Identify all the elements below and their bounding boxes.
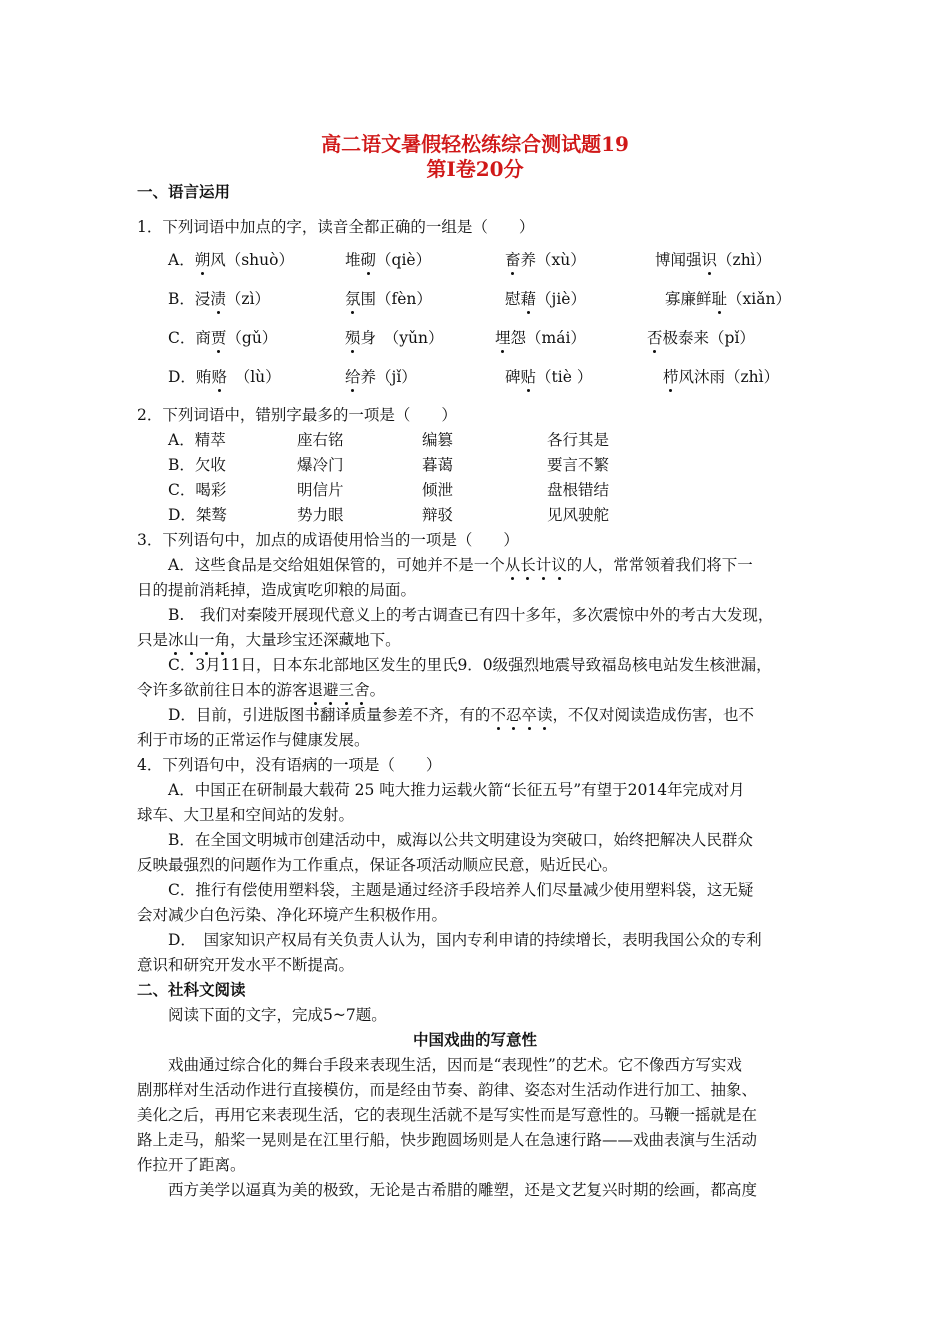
doc-title: 高二语文暑假轻松练综合测试题19	[321, 132, 629, 156]
option-c-text-post: 。	[369, 681, 386, 699]
question-2-option-word: B．欠收	[168, 456, 226, 474]
option-text-pre: D．贿	[168, 368, 212, 386]
question-1-option	[663, 365, 779, 387]
option-text-post: 养（jǐ）	[360, 368, 417, 386]
question-3-option-a	[168, 553, 753, 575]
question-4-line: 反映最强烈的问题作为工作重点，保证各项活动顺应民意，贴近民心。	[137, 856, 618, 874]
question-2-option-word: 爆冷门	[297, 456, 344, 474]
question-2-stem: 2．下列词语中，错别字最多的一项是（ ）	[137, 406, 457, 424]
question-2-option-word: 见风驶舵	[547, 506, 610, 524]
option-text-pre: 碑	[505, 368, 521, 386]
question-1-option	[505, 365, 592, 387]
option-text-post: （xiǎn）	[727, 290, 791, 308]
dotted-character: 退	[308, 678, 324, 700]
option-text-post: （zì）	[225, 290, 271, 308]
dotted-character: 耻	[712, 287, 728, 309]
question-3-option-b: B. 我们对秦陵开展现代意义上的考古调查已有四十多年，多次震惊中外的考古大发现，	[168, 606, 774, 624]
option-text-post: 风（shuò）	[210, 251, 294, 269]
question-4-stem: 4．下列语句中，没有语病的一项是（ ）	[137, 756, 442, 774]
question-1-option	[168, 287, 270, 309]
section-heading-2: 二、社科文阅读	[137, 980, 246, 999]
dotted-character: 藉	[521, 287, 537, 309]
option-b-text-post: ，大量珍宝还深藏地下。	[230, 631, 401, 649]
question-2-option-word: 倾泄	[422, 481, 454, 499]
question-3-option-a-cont: 日的提前消耗掉，造成寅吃卯粮的局面。	[137, 581, 417, 599]
question-2-option-word: 各行其是	[547, 431, 610, 449]
dotted-character: 冰	[168, 628, 184, 650]
question-3-option-c: C．3月11日，日本东北部地区发生的里氏9．0级强烈地震导致福岛核电站发生核泄漏，	[168, 656, 772, 674]
option-text-post: 极泰来（pǐ）	[662, 329, 755, 347]
dotted-character: 渍	[210, 287, 226, 309]
question-4-line: D． 国家知识产权局有关负责人认为，国内专利申请的持续增长，表明我国公众的专利	[168, 931, 762, 949]
dotted-character: 长	[520, 553, 536, 575]
question-1-option	[665, 287, 791, 309]
question-1-option	[168, 248, 294, 270]
dotted-character: 贾	[211, 326, 227, 348]
dotted-character: 卒	[521, 703, 537, 725]
option-text-post: （jiè）	[536, 290, 586, 308]
dotted-character: 栉	[663, 365, 679, 387]
reading-intro: 阅读下面的文字，完成5~7题。	[168, 1006, 387, 1024]
question-3-stem: 3．下列语句中，加点的成语使用恰当的一项是（ ）	[137, 531, 519, 549]
paragraph-line: 作拉开了距离。	[137, 1156, 246, 1174]
question-1-option	[168, 326, 277, 348]
question-2-option-word: C．喝彩	[168, 481, 227, 499]
article-title: 中国戏曲的写意性	[412, 1030, 537, 1049]
question-3-option-b-cont	[137, 628, 401, 650]
question-2-option-word: D．桀骜	[168, 506, 227, 524]
option-text-pre: 寡廉鲜	[665, 290, 712, 308]
option-d-text-pre: D．目前，引进版图书翻译质量参差不齐，有的	[168, 706, 491, 724]
option-text-post: （tiè ）	[536, 368, 593, 386]
question-1-option	[505, 287, 586, 309]
dotted-character: 忍	[506, 703, 522, 725]
doc-subtitle: 第Ⅰ卷20分	[426, 157, 524, 181]
paragraph-line: 戏曲通过综合化的舞台手段来表现生活，因而是“表现性”的艺术。它不像西方写实戏	[168, 1056, 742, 1074]
question-2-option-word: A．精萃	[168, 431, 226, 449]
paragraph-line: 美化之后，再用它来表现生活，它的表现生活就不是写实性而是写意性的。马鞭一摇就是在	[137, 1106, 758, 1124]
dotted-character: 赂	[211, 365, 227, 387]
option-text-pre: 慰	[505, 290, 521, 308]
option-text-post: （zhì）	[717, 251, 772, 269]
dotted-character: 一	[199, 628, 215, 650]
dotted-character: 计	[536, 553, 552, 575]
question-4-line: C．推行有偿使用塑料袋，主题是通过经济手段培养人们尽量减少使用塑料袋，这无疑	[168, 881, 754, 899]
question-2-option-word: 编篡	[422, 431, 454, 449]
paragraph-line: 西方美学以逼真为美的极致，无论是古希腊的雕塑，还是文艺复兴时期的绘画，都高度	[168, 1181, 758, 1199]
option-a-text-post: 的人，常常领着我们将下一	[566, 556, 753, 574]
dotted-character: 读	[537, 703, 553, 725]
question-1-option	[345, 326, 444, 348]
option-a-text-pre: A．这些食品是交给姐姐保管的，可她并不是一个	[168, 556, 505, 574]
option-text-pre: C．商	[168, 329, 211, 347]
dotted-character: 贴	[521, 365, 537, 387]
dotted-character: 识	[702, 248, 718, 270]
question-1-stem: 1．下列词语中加点的字，读音全都正确的一组是（ ）	[137, 218, 535, 236]
question-4-line: 球车、大卫星和空间站的发射。	[137, 806, 355, 824]
question-4-line: B．在全国文明城市创建活动中，威海以公共文明建设为突破口，始终把解决人民群众	[168, 831, 753, 849]
question-4-line: A．中国正在研制最大载荷 25 吨大推力运载火箭“长征五号”有望于2014年完成对月	[168, 781, 745, 799]
question-3-option-c-cont	[137, 678, 385, 700]
question-1-option	[345, 287, 432, 309]
option-text-post: 怨（mái）	[510, 329, 586, 347]
section-heading-1: 一、语言运用	[137, 182, 231, 201]
dotted-character: 氛	[345, 287, 361, 309]
question-4-line: 意识和研究开发水平不断提高。	[137, 956, 355, 974]
question-3-option-d	[168, 703, 754, 725]
question-2-option-word: 盘根错结	[547, 481, 610, 499]
question-2-option-word: 势力眼	[297, 506, 344, 524]
dotted-character: 殒	[345, 326, 361, 348]
dotted-character: 山	[184, 628, 200, 650]
question-1-option	[345, 365, 417, 387]
dotted-idiom	[168, 631, 230, 649]
question-1-option	[168, 365, 281, 387]
dotted-character: 畜	[505, 248, 521, 270]
option-d-text-post: ，不仅对阅读造成伤害，也不	[552, 706, 755, 724]
question-2-option-word: 暮蔼	[422, 456, 454, 474]
option-text-pre: 博闻强	[655, 251, 702, 269]
option-text-post: 养（xù）	[520, 251, 586, 269]
question-4-line: 会对减少白色污染、净化环境产生积极作用。	[137, 906, 448, 924]
dotted-character: 角	[215, 628, 231, 650]
dotted-character: 给	[345, 365, 361, 387]
dotted-character: 砌	[361, 248, 377, 270]
question-2-option-word: 明信片	[297, 481, 344, 499]
dotted-idiom	[308, 681, 370, 699]
dotted-character: 从	[505, 553, 521, 575]
option-text-post: 身 （yǔn）	[360, 329, 444, 347]
dotted-character: 议	[551, 553, 567, 575]
question-1-option	[505, 248, 586, 270]
dotted-character: 舍	[354, 678, 370, 700]
question-2-option-word: 辩驳	[422, 506, 454, 524]
question-1-option	[647, 326, 755, 348]
dotted-idiom	[490, 706, 552, 724]
dotted-character: 三	[339, 678, 355, 700]
paragraph-line: 路上走马，船桨一晃则是在江里行船，快步跑圆场则是人在急速行路——戏曲表演与生活动	[137, 1131, 758, 1149]
option-text-post: （qiè）	[376, 251, 432, 269]
question-2-option-word: 要言不繁	[547, 456, 610, 474]
dotted-character: 不	[490, 703, 506, 725]
dotted-character: 避	[323, 678, 339, 700]
option-text-post: 风沐雨（zhì）	[678, 368, 780, 386]
question-2-option-word: 座右铭	[297, 431, 344, 449]
question-1-option	[655, 248, 771, 270]
question-1-option	[345, 248, 431, 270]
paragraph-line: 剧那样对生活动作进行直接模仿，而是经由节奏、韵律、姿态对生活动作进行加工、抽象、	[137, 1081, 758, 1099]
question-3-option-d-cont: 利于市场的正常运作与健康发展。	[137, 731, 370, 749]
option-text-pre: A．	[168, 251, 195, 269]
option-text-post: （gǔ）	[226, 329, 278, 347]
option-text-pre: 堆	[345, 251, 361, 269]
option-b-text-pre: 只是	[137, 631, 169, 649]
dotted-character: 埋	[495, 326, 511, 348]
option-c-text-pre: 令许多欲前往日本的游客	[137, 681, 308, 699]
dotted-idiom	[505, 556, 567, 574]
question-1-option	[495, 326, 586, 348]
dotted-character: 朔	[195, 248, 211, 270]
option-text-post: （lù）	[226, 368, 281, 386]
option-text-post: 围（fèn）	[360, 290, 432, 308]
dotted-character: 否	[647, 326, 663, 348]
option-text-pre: B．浸	[168, 290, 211, 308]
